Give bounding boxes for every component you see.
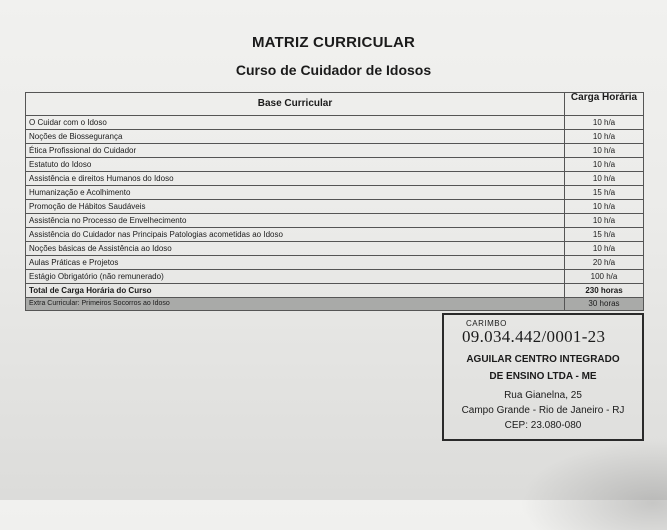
subject-name: Noções de Biossegurança — [26, 130, 565, 144]
table-row — [26, 256, 644, 270]
subject-name: Assistência no Processo de Envelhecimento — [26, 214, 565, 228]
table-row — [26, 270, 644, 284]
subject-name: Promoção de Hábitos Saudáveis — [26, 200, 565, 214]
subject-name: Estágio Obrigatório (não remunerado) — [26, 270, 565, 284]
subject-hours: 10 h/a — [565, 144, 644, 158]
table-header-row — [26, 93, 644, 116]
company-stamp — [442, 313, 644, 441]
subject-hours: 15 h/a — [565, 186, 644, 200]
table-row — [26, 144, 644, 158]
stamp-city: Campo Grande - Rio de Janeiro - RJ — [461, 405, 625, 416]
table-row — [26, 116, 644, 130]
stamp-company-line2: DE ENSINO LTDA - ME — [489, 371, 597, 382]
subject-name: Humanização e Acolhimento — [26, 186, 565, 200]
page-title: MATRIZ CURRICULAR — [251, 34, 416, 51]
page-subtitle: Curso de Cuidador de Idosos — [235, 62, 432, 78]
table-row — [26, 130, 644, 144]
subject-name: Noções básicas de Assistência ao Idoso — [26, 242, 565, 256]
curriculum-table — [25, 92, 644, 311]
subject-hours: 10 h/a — [565, 130, 644, 144]
extra-label: Extra Curricular: Primeiros Socorros ao Idoso — [26, 298, 565, 311]
extra-row — [26, 298, 644, 311]
table-row — [26, 242, 644, 256]
stamp-company-line1: AGUILAR CENTRO INTEGRADO — [466, 354, 620, 365]
subject-hours: 15 h/a — [565, 228, 644, 242]
stamp-cnpj: 09.034.442/0001-23 — [462, 327, 606, 346]
subject-hours: 10 h/a — [565, 172, 644, 186]
total-label: Total de Carga Horária do Curso — [26, 284, 565, 298]
stamp-address: Rua Gianelna, 25 — [504, 390, 582, 401]
table-row — [26, 172, 644, 186]
table-row — [26, 186, 644, 200]
stamp-cep: CEP: 23.080-080 — [504, 420, 582, 431]
subject-hours: 10 h/a — [565, 200, 644, 214]
table-row — [26, 228, 644, 242]
header-base-curricular: Base Curricular — [26, 93, 565, 116]
subject-hours: 10 h/a — [565, 158, 644, 172]
total-row — [26, 284, 644, 298]
subject-hours: 10 h/a — [565, 242, 644, 256]
subject-hours: 100 h/a — [565, 270, 644, 284]
subject-hours: 20 h/a — [565, 256, 644, 270]
subject-name: Estatuto do Idoso — [26, 158, 565, 172]
table-row — [26, 214, 644, 228]
total-hours: 230 horas — [565, 284, 644, 298]
table-row — [26, 200, 644, 214]
subject-name: Assistência do Cuidador nas Principais Patologias acometidas ao Idoso — [26, 228, 565, 242]
extra-hours: 30 horas — [565, 298, 644, 311]
background-shadow — [520, 440, 667, 530]
subject-name: Ética Profissional do Cuidador — [26, 144, 565, 158]
subject-name: Assistência e direitos Humanos do Idoso — [26, 172, 565, 186]
subject-hours: 10 h/a — [565, 116, 644, 130]
stamp-label: CARIMBO — [466, 319, 507, 328]
table-row — [26, 158, 644, 172]
subject-name: O Cuidar com o Idoso — [26, 116, 565, 130]
subject-name: Aulas Práticas e Projetos — [26, 256, 565, 270]
subject-hours: 10 h/a — [565, 214, 644, 228]
header-carga-horaria: Carga Horária — [565, 93, 644, 116]
